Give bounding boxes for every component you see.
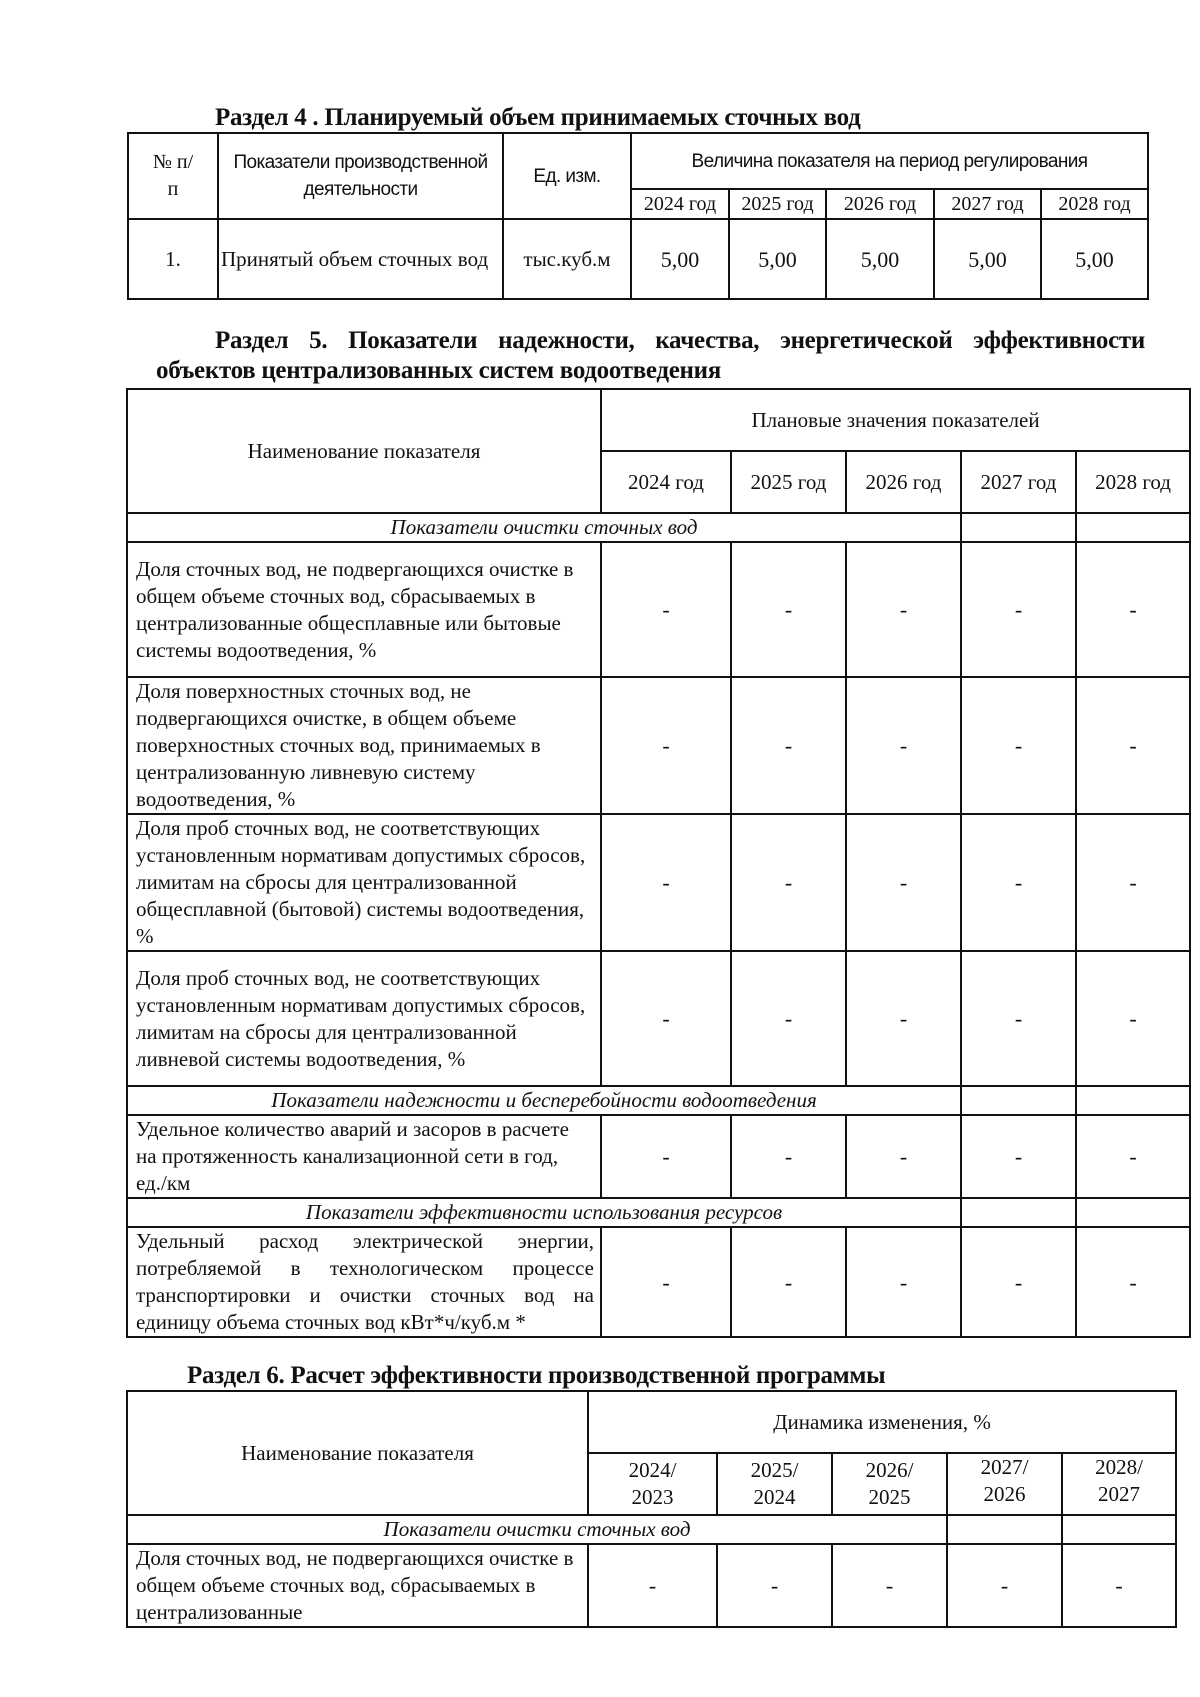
period-top: 2025/	[750, 1458, 799, 1482]
value-cell: -	[588, 1544, 717, 1627]
value-cell: -	[601, 542, 731, 677]
value-cell: -	[601, 677, 731, 814]
period-2027-2026	[947, 1453, 1062, 1515]
value-cell: -	[846, 951, 961, 1086]
value-cell: -	[1076, 814, 1190, 951]
section5-title-line1: Раздел 5. Показатели надежности, качества, энергетической эффективности	[215, 327, 1145, 354]
value-cell: -	[961, 1227, 1076, 1337]
indicator-name: Доля сточных вод, не подвергающихся очистке в общем объеме сточных вод, сбрасываемых в централизованные общесплавные или бытовые системы водоотведения, %	[127, 542, 601, 677]
period-bottom: 2023	[631, 1485, 674, 1509]
value-cell: -	[846, 1227, 961, 1337]
year-2028: 2028 год	[1076, 451, 1190, 513]
value-cell: -	[846, 542, 961, 677]
empty-cell	[1076, 1086, 1190, 1115]
indicator-name: Доля поверхностных сточных вод, не подвергающихся очистке, в общем объеме поверхностных сточных вод, принимаемых в централизованную ливневую систему водоотведения, %	[127, 677, 601, 814]
row-unit: тыс.куб.м	[503, 219, 631, 299]
header-name: Наименование показателя	[127, 389, 601, 513]
value-cell: -	[961, 677, 1076, 814]
period-2024-2023	[588, 1453, 717, 1515]
year-2024: 2024 год	[601, 451, 731, 513]
value-cell: -	[1076, 1227, 1190, 1337]
period-top: 2024/	[628, 1458, 677, 1482]
value-cell: -	[731, 951, 846, 1086]
period-2028-2027	[1062, 1453, 1176, 1515]
period-2025-2024	[717, 1453, 832, 1515]
indicator-name: Доля проб сточных вод, не соответствующих установленным нормативам допустимых сбросов, лимитам на сбросы для централизованной общесплавной (бытовой) системы водоотведения, %	[127, 814, 601, 951]
category-label: Показатели очистки сточных вод	[127, 513, 961, 542]
value-cell: -	[601, 1227, 731, 1337]
section6-table	[126, 1390, 1177, 1628]
value-cell: -	[846, 677, 961, 814]
header-unit: Ед. изм.	[503, 133, 631, 219]
table-row	[127, 677, 1190, 814]
header-indicator: Показатели производственной деятельности	[218, 133, 503, 219]
period-2026-2025	[832, 1453, 947, 1515]
year-2028: 2028 год	[1041, 189, 1148, 219]
category-label: Показатели очистки сточных вод	[127, 1515, 947, 1544]
empty-cell	[947, 1515, 1062, 1544]
section6-title: Раздел 6. Расчет эффективности производственной программы	[187, 1362, 886, 1389]
value-cell: -	[731, 1227, 846, 1337]
empty-cell	[1076, 1198, 1190, 1227]
indicator-name: Удельное количество аварий и засоров в расчете на протяженность канализационной сети в год, ед./км	[127, 1115, 601, 1198]
value-cell: 5,00	[729, 219, 826, 299]
period-top: 2027/	[980, 1455, 1029, 1479]
period-bottom: 2026	[983, 1482, 1026, 1506]
value-cell: -	[961, 1115, 1076, 1198]
value-cell: -	[832, 1544, 947, 1627]
year-2025: 2025 год	[729, 189, 826, 219]
category-label: Показатели эффективности использования ресурсов	[127, 1198, 961, 1227]
value-cell: 5,00	[631, 219, 729, 299]
section4-table	[127, 132, 1149, 300]
value-cell: -	[601, 814, 731, 951]
period-top: 2026/	[865, 1458, 914, 1482]
section5-title-line2: объектов централизованных систем водоотведения	[156, 357, 721, 384]
year-2026: 2026 год	[846, 451, 961, 513]
value-cell: -	[1076, 1115, 1190, 1198]
header-plan: Плановые значения показателей	[601, 389, 1190, 451]
value-cell: -	[947, 1544, 1062, 1627]
value-cell: -	[731, 677, 846, 814]
value-cell: -	[846, 1115, 961, 1198]
year-2027: 2027 год	[961, 451, 1076, 513]
value-cell: 5,00	[826, 219, 934, 299]
empty-cell	[1076, 513, 1190, 542]
value-cell: -	[961, 814, 1076, 951]
period-bottom: 2027	[1098, 1482, 1141, 1506]
year-2024: 2024 год	[631, 189, 729, 219]
category-row	[127, 1515, 1176, 1544]
section4-title: Раздел 4 . Планируемый объем принимаемых сточных вод	[215, 104, 861, 131]
empty-cell	[961, 1086, 1076, 1115]
table-row	[127, 1544, 1176, 1627]
value-cell: -	[961, 951, 1076, 1086]
period-top: 2028/	[1095, 1455, 1143, 1479]
section5-table	[126, 388, 1191, 1338]
row-number: 1.	[128, 219, 218, 299]
empty-cell	[961, 513, 1076, 542]
header-num: № п/п	[128, 133, 218, 219]
value-cell: -	[1076, 677, 1190, 814]
table-row	[127, 814, 1190, 951]
table-row	[127, 951, 1190, 1086]
category-label: Показатели надежности и бесперебойности водоотведения	[127, 1086, 961, 1115]
indicator-name: Доля проб сточных вод, не соответствующих установленным нормативам допустимых сбросов, лимитам на сбросы для централизованной ливневой системы водоотведения, %	[127, 951, 601, 1086]
table-row	[127, 1115, 1190, 1198]
value-cell: -	[961, 542, 1076, 677]
category-row	[127, 513, 1190, 542]
year-2027: 2027 год	[934, 189, 1041, 219]
value-cell: -	[731, 1115, 846, 1198]
category-row	[127, 1086, 1190, 1115]
value-cell: -	[731, 542, 846, 677]
value-cell: -	[1062, 1544, 1176, 1627]
value-cell: -	[601, 1115, 731, 1198]
year-2026: 2026 год	[826, 189, 934, 219]
table-row	[127, 542, 1190, 677]
header-period: Величина показателя на период регулирования	[631, 133, 1148, 189]
value-cell: -	[846, 814, 961, 951]
year-2025: 2025 год	[731, 451, 846, 513]
value-cell: -	[731, 814, 846, 951]
value-cell: -	[1076, 951, 1190, 1086]
value-cell: -	[1076, 542, 1190, 677]
indicator-name: Удельный расход электрической энергии, потребляемой в технологическом процессе транспортировки и очистки сточных вод на единицу объема сточных вод кВт*ч/куб.м *	[127, 1227, 601, 1337]
table-row	[128, 219, 1148, 299]
category-row	[127, 1198, 1190, 1227]
row-indicator: Принятый объем сточных вод	[218, 219, 503, 299]
value-cell: 5,00	[934, 219, 1041, 299]
indicator-name: Доля сточных вод, не подвергающихся очистке в общем объеме сточных вод, сбрасываемых в централизованные	[127, 1544, 588, 1627]
value-cell: -	[717, 1544, 832, 1627]
period-bottom: 2025	[868, 1485, 911, 1509]
period-bottom: 2024	[753, 1485, 796, 1509]
header-name: Наименование показателя	[127, 1391, 588, 1515]
table-row	[127, 1227, 1190, 1337]
empty-cell	[1062, 1515, 1176, 1544]
value-cell: 5,00	[1041, 219, 1148, 299]
header-dynamics: Динамика изменения, %	[588, 1391, 1176, 1453]
empty-cell	[961, 1198, 1076, 1227]
value-cell: -	[601, 951, 731, 1086]
